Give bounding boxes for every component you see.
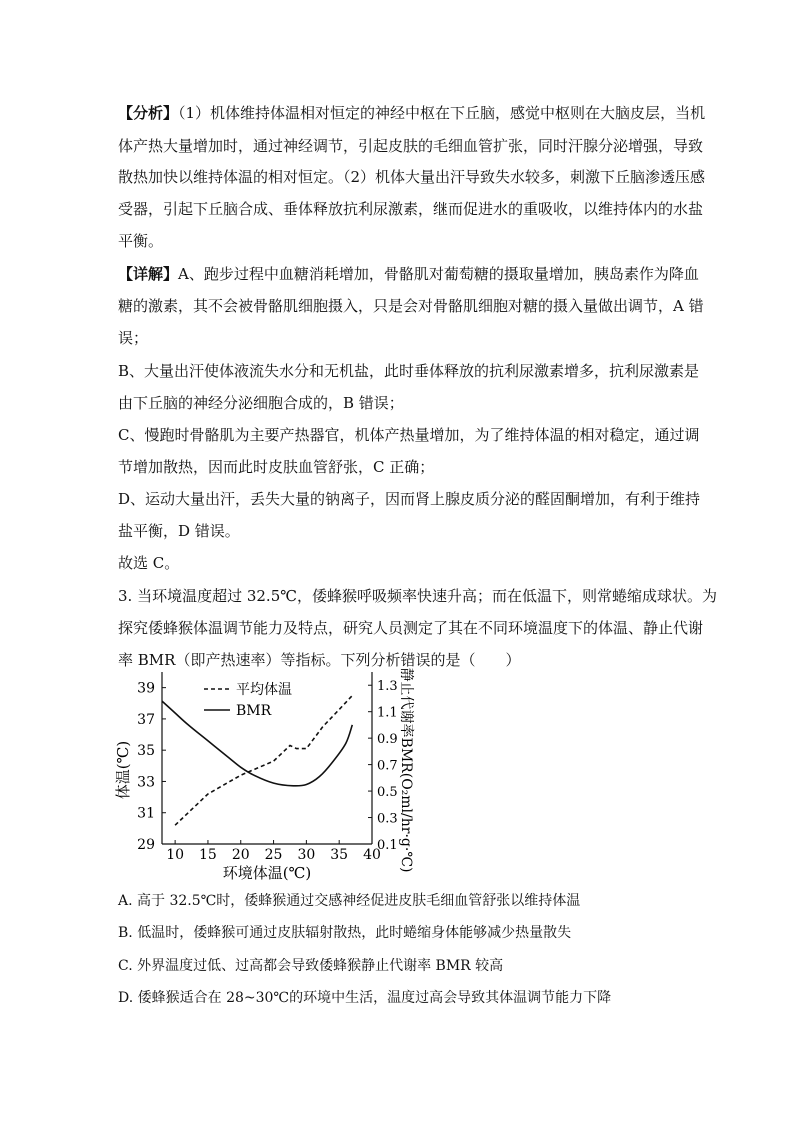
y-left-tick-label: 39 [137, 680, 155, 697]
y-right-tick-label: 0.5 [377, 785, 398, 801]
x-tick-label: 15 [199, 847, 217, 863]
explain-line-5: 由下丘脑的神经分泌细胞合成的，B 错误； [118, 394, 404, 412]
explain-line-3: 误； [118, 329, 149, 347]
explain-line-6: C、慢跑时骨骼肌为主要产热器官，机体产热量增加，为了维持体温的相对稳定，通过调 [118, 426, 700, 444]
x-axis-label: 环境体温(℃) [222, 864, 312, 882]
y-right-tick-label: 0.7 [377, 758, 398, 774]
y-right-tick-label: 0.1 [377, 838, 398, 853]
y-right-tick-label: 0.9 [377, 732, 398, 748]
explain-line-8: D、运动大量出汗，丢失大量的钠离子，因而肾上腺皮质分泌的醛固酮增加，有利于维持 [118, 490, 701, 508]
analysis-line-3: 散热加快以维持体温的相对恒定。（2）机体大量出汗导致失水较多，刺激下丘脑渗透压感 [118, 168, 706, 186]
question-stem-line-1: 3. 当环境温度超过 32.5℃，倭蜂猴呼吸频率快速升高；而在低温下，则常蜷缩成球状。为 [118, 587, 718, 605]
y-right-tick-label: 1.3 [377, 679, 398, 695]
legend-label-bmr: BMR [236, 703, 272, 719]
legend-label-mean-temp: 平均体温 [236, 682, 292, 698]
analysis-line-4: 受器，引起下丘脑合成、垂体释放抗利尿激素，继而促进水的重吸收，以维持体内的水盐 [118, 200, 704, 218]
y-right-tick-label: 0.3 [377, 811, 398, 827]
y-right-tick-label: 1.1 [377, 705, 398, 721]
explain-line-7: 节增加散热，因而此时皮肤血管舒张，C 正确； [118, 458, 435, 476]
y-left-tick-label: 29 [137, 837, 155, 853]
y-left-tick-label: 35 [137, 743, 155, 760]
explain-line-9: 盐平衡，D 错误。 [118, 522, 240, 540]
y-left-tick-label: 37 [137, 711, 155, 728]
analysis-line-1: 【分析】（1）机体维持体温相对恒定的神经中枢在下丘脑，感觉中枢则在大脑皮层，当机 [118, 104, 706, 122]
x-tick-label: 30 [297, 847, 316, 863]
option-b[interactable]: B. 低温时，倭蜂猴可通过皮肤辐射散热，此时蜷缩身体能够减少热量散失 [118, 925, 572, 941]
explain-line-10: 故选 C。 [118, 554, 180, 572]
y-axis-right-label: 静止代谢率BMR(O₂ml/hr·g·℃) [398, 667, 414, 873]
y-axis-left-label: 体温(℃) [114, 740, 132, 800]
option-c[interactable]: C. 外界温度过低、过高都会导致倭蜂猴静止代谢率 BMR 较高 [118, 958, 504, 974]
question-stem-line-3: 率 BMR（即产热速率）等指标。下列分析错误的是（ ） [118, 651, 521, 669]
analysis-tag: 【分析】 [118, 104, 179, 122]
explain-line-4: B、大量出汗使体液流失水分和无机盐，此时垂体释放的抗利尿激素增多，抗利尿激素是 [118, 362, 700, 380]
chart-figure [110, 664, 430, 884]
x-tick-label: 25 [264, 847, 283, 863]
x-tick-label: 35 [330, 847, 349, 863]
option-a[interactable]: A. 高于 32.5℃时，倭蜂猴通过交感神经促进皮肤毛细血管舒张以维持体温 [118, 893, 581, 909]
y-left-tick-label: 33 [137, 774, 155, 791]
explain-line-2: 糖的激素，其不会被骨骼肌细胞摄入，只是会对骨骼肌细胞对糖的摄入量做出调节，A 错 [118, 297, 704, 315]
explain-line-1: 【详解】A、跑步过程中血糖消耗增加，骨骼肌对葡萄糖的摄取量增加，胰岛素作为降血 [118, 265, 699, 283]
explain-tag: 【详解】 [118, 265, 179, 283]
question-stem-line-2: 探究倭蜂猴体温调节能力及特点，研究人员测定了其在不同环境温度下的体温、静止代谢 [118, 619, 704, 637]
option-d[interactable]: D. 倭蜂猴适合在 28~30℃的环境中生活，温度过高会导致其体温调节能力下降 [118, 990, 612, 1006]
x-tick-label: 20 [231, 847, 250, 863]
analysis-line-5: 平衡。 [118, 232, 164, 250]
analysis-line-2: 体产热大量增加时，通过神经调节，引起皮肤的毛细血管扩张，同时汗腺分泌增强，导致 [118, 137, 704, 155]
x-tick-label: 10 [166, 847, 185, 863]
y-left-tick-label: 31 [137, 805, 155, 822]
x-tick-label: 40 [363, 847, 381, 863]
